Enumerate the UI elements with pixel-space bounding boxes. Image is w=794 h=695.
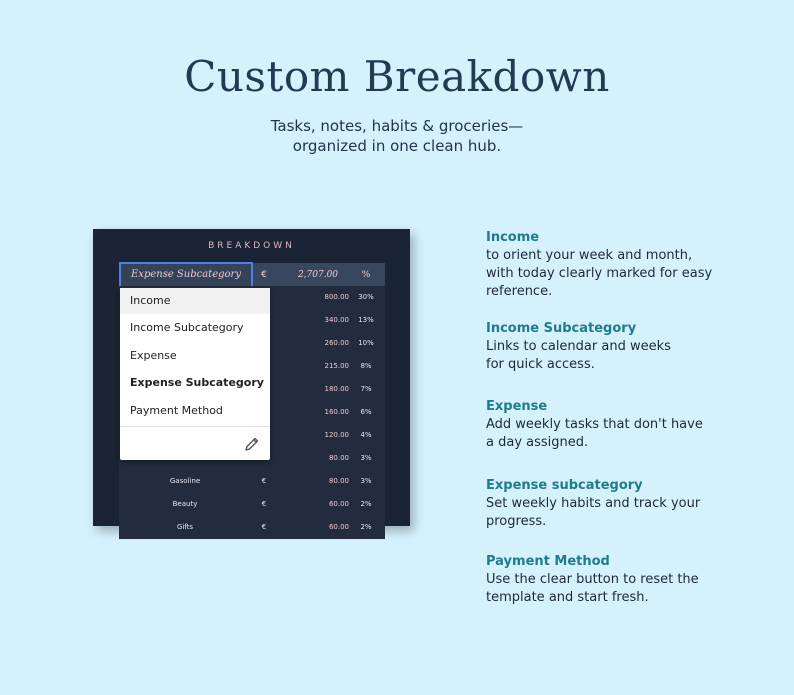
feature-title: Payment Method: [486, 554, 610, 569]
feature-desc: a day assigned.: [486, 435, 589, 450]
row-percent: 4%: [360, 431, 372, 439]
feature-desc: Set weekly habits and track your: [486, 496, 701, 511]
row-percent: 3%: [360, 477, 372, 485]
feature-desc: reference.: [486, 284, 553, 299]
feature-payment-method: [486, 553, 766, 607]
row-currency: €: [261, 523, 267, 531]
dropdown-option-payment-method[interactable]: Payment Method: [130, 404, 223, 417]
row-percent: 6%: [360, 408, 372, 416]
feature-expense: [486, 398, 766, 452]
table-row: [119, 493, 385, 516]
row-amount: 215.00: [324, 362, 349, 370]
row-currency: €: [261, 500, 267, 508]
row-percent: 30%: [358, 293, 374, 301]
category-select[interactable]: Expense Subcategory: [119, 262, 253, 288]
row-percent: 2%: [360, 500, 372, 508]
row-currency: €: [261, 477, 267, 485]
sheet-title: BREAKDOWN: [208, 241, 295, 251]
header-total: 2,707.00: [297, 270, 339, 280]
feature-desc: template and start fresh.: [486, 590, 649, 605]
table-row: [119, 516, 385, 539]
spreadsheet-screenshot: [93, 229, 410, 531]
row-percent: 7%: [360, 385, 372, 393]
row-amount: 180.00: [324, 385, 349, 393]
row-amount: 80.00: [328, 454, 349, 462]
feature-title: Income: [486, 230, 540, 245]
row-amount: 120.00: [324, 431, 349, 439]
row-amount: 260.00: [324, 339, 349, 347]
feature-desc: Links to calendar and weeks: [486, 339, 671, 354]
feature-desc: for quick access.: [486, 357, 595, 372]
feature-title: Expense: [486, 399, 548, 414]
page-title: Custom Breakdown: [184, 52, 610, 101]
pencil-icon[interactable]: [244, 436, 260, 452]
feature-income-subcategory: [486, 320, 766, 374]
table-row: [119, 470, 385, 493]
category-dropdown: [120, 288, 270, 460]
header-currency: €: [261, 270, 267, 280]
dropdown-option-income[interactable]: Income: [120, 288, 270, 314]
row-amount: 160.00: [324, 408, 349, 416]
row-name: Beauty: [172, 500, 198, 508]
row-percent: 13%: [358, 316, 374, 324]
feature-desc: Add weekly tasks that don't have: [486, 417, 703, 432]
feature-desc: Use the clear button to reset the: [486, 572, 699, 587]
dropdown-option-expense-subcategory[interactable]: Expense Subcategory: [130, 376, 264, 389]
row-name: Gasoline: [169, 477, 201, 485]
row-name: Gifts: [176, 523, 194, 531]
row-amount: 60.00: [328, 523, 349, 531]
subtitle-line-2: organized in one clean hub.: [292, 137, 502, 155]
row-percent: 3%: [360, 454, 372, 462]
feature-desc: with today clearly marked for easy: [486, 266, 713, 281]
row-percent: 2%: [360, 523, 372, 531]
dropdown-option-income-subcategory[interactable]: Income Subcategory: [130, 321, 244, 334]
dropdown-divider: [120, 426, 270, 427]
row-amount: 340.00: [324, 316, 349, 324]
feature-desc: to orient your week and month,: [486, 248, 693, 263]
feature-desc: progress.: [486, 514, 547, 529]
row-amount: 800.00: [324, 293, 349, 301]
feature-title: Expense subcategory: [486, 478, 643, 493]
page-subtitle: [0, 116, 794, 156]
feature-title: Income Subcategory: [486, 321, 637, 336]
header-percent: %: [361, 270, 371, 280]
subtitle-line-1: Tasks, notes, habits & groceries—: [270, 117, 524, 135]
feature-income: [486, 229, 766, 301]
dropdown-option-expense[interactable]: Expense: [130, 349, 177, 362]
feature-expense-subcategory: [486, 477, 766, 531]
row-percent: 8%: [360, 362, 372, 370]
row-percent: 10%: [358, 339, 374, 347]
row-amount: 60.00: [328, 500, 349, 508]
row-amount: 80.00: [328, 477, 349, 485]
